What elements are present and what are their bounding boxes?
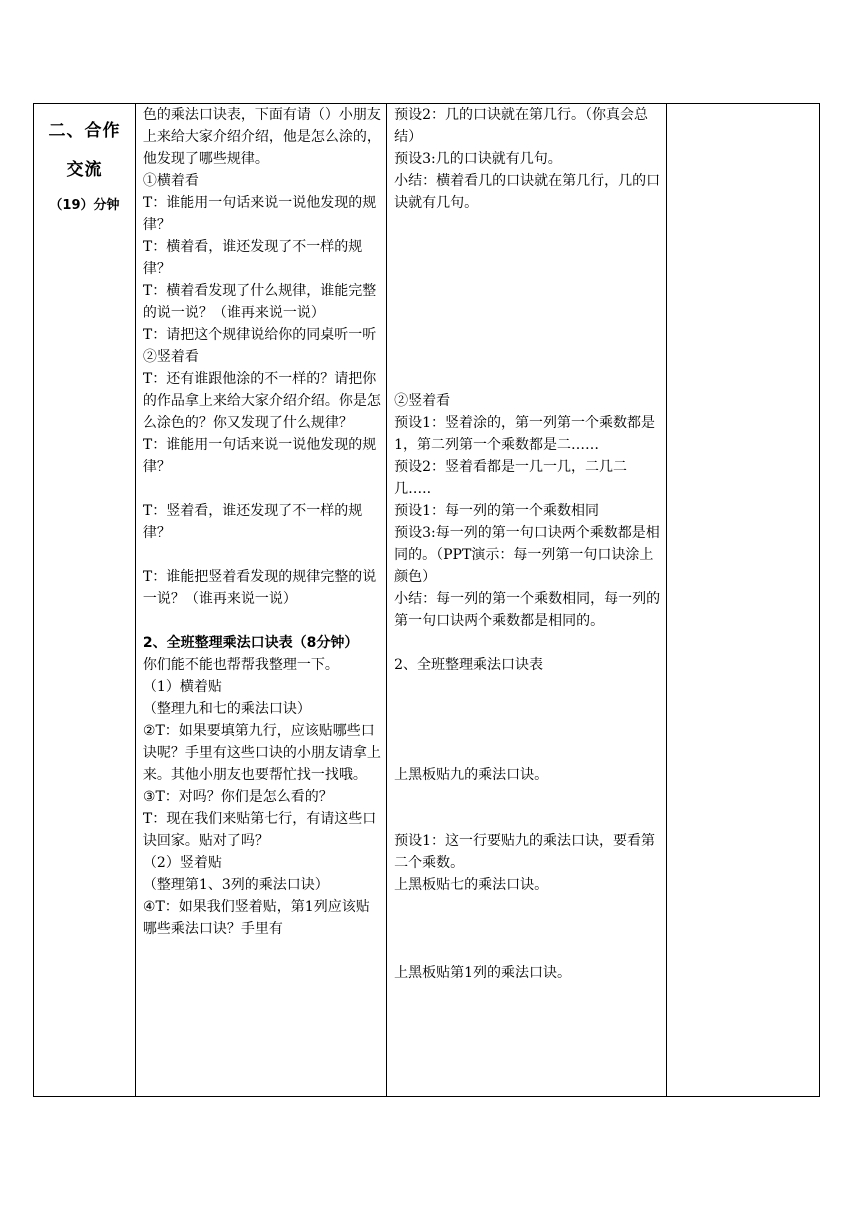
teacher-text: T：谁能把竖着看发现的规律完整的说一说？（谁再来说一说）	[142, 569, 377, 607]
student-text: 预设1：竖着涂的，第一列第一个乘数都是1，第二列第一个乘数都是二……	[394, 415, 656, 453]
teacher-activity-cell	[135, 104, 386, 1097]
student-text: 2、全班整理乘法口诀表	[394, 657, 544, 673]
teacher-text: 色的乘法口诀表，下面有请（）小朋友上来给大家介绍介绍，他是怎么涂的，他发现了哪些规律。	[142, 107, 381, 167]
teacher-text: （1）横着贴	[142, 679, 222, 695]
teacher-text: ②T：如果要填第九行，应该贴哪些口诀呢？手里有这些口诀的小朋友请拿上来。其他小朋友也要帮忙找一找哦。	[142, 723, 381, 783]
teacher-text: T：还有谁跟他涂的不一样的？请把你的作品拿上来给大家介绍介绍。你是怎么涂色的？你又发现了什么规律？	[142, 371, 381, 431]
student-text: ②竖着看	[394, 393, 451, 409]
teacher-text: T：横着看，谁还发现了不一样的规律？	[142, 239, 363, 277]
student-activity-cell	[387, 104, 666, 1097]
teacher-text: T：请把这个规律说给你的同桌听一听	[142, 327, 377, 343]
student-text: 小结：横着看几的口诀就在第几行，几的口诀就有几句。	[394, 173, 661, 211]
student-text: 预设3:几的口诀就有几句。	[394, 151, 562, 167]
section-title-line2: 交流	[66, 160, 103, 180]
teacher-text: ④T：如果我们竖着贴，第1列应该贴哪些乘法口诀？手里有	[142, 899, 370, 937]
section-cell	[34, 104, 136, 1097]
student-text: 预设1：这一行要贴九的乘法口诀，要看第二个乘数。	[394, 833, 656, 871]
student-text: 预设2：竖着看都是一几一几，二几二几…..	[394, 459, 628, 497]
table-row	[34, 104, 820, 1097]
student-text: 预设1：每一列的第一个乘数相同	[394, 503, 600, 519]
teacher-text: ②竖着看	[142, 349, 199, 365]
teacher-text: T：谁能用一句话来说一说他发现的规律？	[142, 437, 377, 475]
lesson-plan-table	[33, 103, 820, 1097]
section-time: （19）分钟	[49, 198, 120, 213]
student-text: 预设2：几的口诀就在第几行。（你真会总结）	[394, 107, 649, 145]
teacher-text: ①横着看	[142, 173, 199, 189]
teacher-text: （2）竖着贴	[142, 855, 222, 871]
teacher-text: T：现在我们来贴第七行，有请这些口诀回家。贴对了吗？	[142, 811, 377, 849]
student-text: 上黑板贴七的乘法口诀。	[394, 877, 549, 893]
teacher-text: T：横着看发现了什么规律，谁能完整的说一说？（谁再来说一说）	[142, 283, 377, 321]
student-text: 上黑板贴九的乘法口诀。	[394, 767, 549, 783]
notes-cell	[666, 104, 819, 1097]
student-text: 预设3:每一列的第一句口诀两个乘数都是相同的。（PPT演示：每一列第一句口诀涂上颜色）	[394, 525, 660, 585]
teacher-text: 你们能不能也帮帮我整理一下。	[142, 657, 339, 673]
teacher-text: T：竖着看，谁还发现了不一样的规律？	[142, 503, 363, 541]
teacher-heading: 2、全班整理乘法口诀表（8分钟）	[142, 635, 359, 651]
teacher-text: （整理九和七的乘法口诀）	[142, 701, 311, 717]
teacher-text: ③T：对吗？你们是怎么看的？	[142, 789, 333, 805]
student-text: 上黑板贴第1列的乘法口诀。	[394, 965, 572, 981]
teacher-text: T：谁能用一句话来说一说他发现的规律？	[142, 195, 377, 233]
section-title-line1: 二、合作	[48, 121, 121, 141]
student-text: 小结：每一列的第一个乘数相同，每一列的第一句口诀两个乘数都是相同的。	[394, 591, 661, 629]
teacher-text: （整理第1、3列的乘法口诀）	[142, 877, 329, 893]
